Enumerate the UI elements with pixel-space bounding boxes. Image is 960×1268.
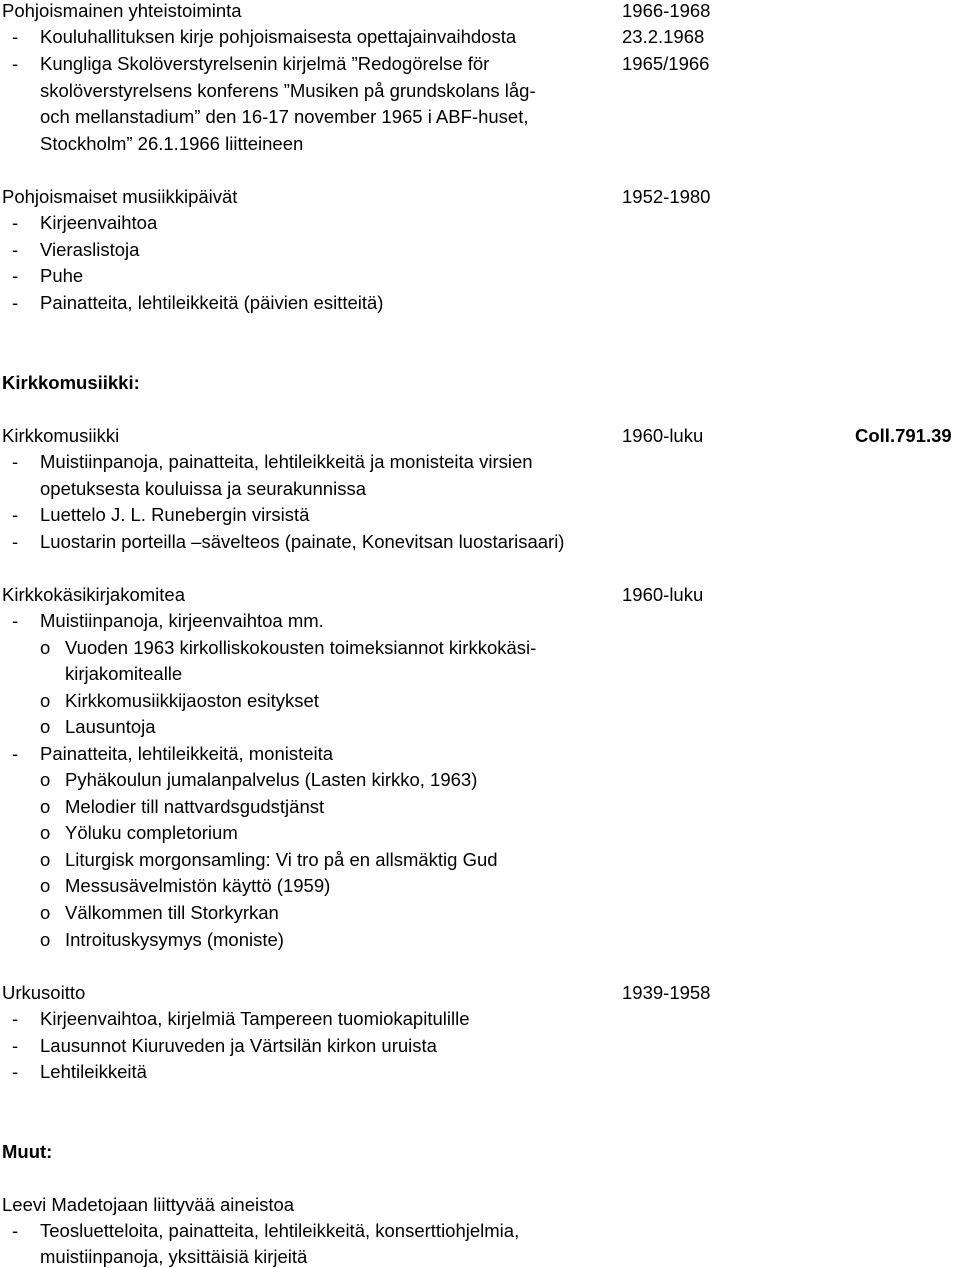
o-bullet: o xyxy=(40,875,51,896)
list-item: Painatteita, lehtileikkeitä, monisteita xyxy=(40,743,334,764)
list-item-line: Kungliga Skolöverstyrelsenin kirjelmä ”Redogörelse för xyxy=(40,53,490,74)
dash-bullet: - xyxy=(12,610,19,631)
sub-item: Lausuntoja xyxy=(65,716,156,737)
dash-bullet: - xyxy=(12,292,19,313)
section-title-kirkkokasikirjakomitea: Kirkkokäsikirjakomitea xyxy=(2,584,185,605)
section-date: 1960-luku xyxy=(622,425,704,446)
list-item: Painatteita, lehtileikkeitä (päivien esitteitä) xyxy=(40,292,384,313)
list-item-line: Teosluetteloita, painatteita, lehtileikkeitä, konserttiohjelmia, xyxy=(40,1220,520,1241)
list-item: Luostarin porteilla –sävelteos (painate, Konevitsan luostarisaari) xyxy=(40,531,565,552)
section-title-leevi-madetoja: Leevi Madetojaan liittyvää aineistoa xyxy=(2,1194,295,1215)
sub-item: Välkommen till Storkyrkan xyxy=(65,902,279,923)
list-item: Kirjeenvaihtoa xyxy=(40,212,158,233)
section-title-pohjoismainen-yhteistoiminta: Pohjoismainen yhteistoiminta xyxy=(2,0,242,21)
o-bullet: o xyxy=(40,796,51,817)
section-date: 1939-1958 xyxy=(622,982,711,1003)
list-item: Lehtileikkeitä xyxy=(40,1061,147,1082)
dash-bullet: - xyxy=(12,743,19,764)
section-date: 1960-luku xyxy=(622,584,704,605)
list-item: Vieraslistoja xyxy=(40,239,140,260)
collection-code: Coll.791.39 xyxy=(855,425,952,446)
sub-item: Yöluku completorium xyxy=(65,822,238,843)
sub-item: Liturgisk morgonsamling: Vi tro på en allsmäktig Gud xyxy=(65,849,498,870)
list-item: Puhe xyxy=(40,265,84,286)
o-bullet: o xyxy=(40,822,51,843)
list-item-line: och mellanstadium” den 16-17 november 1965 i ABF-huset, xyxy=(40,106,529,127)
section-title-urkusoitto: Urkusoitto xyxy=(2,982,86,1003)
dash-bullet: - xyxy=(12,212,19,233)
o-bullet: o xyxy=(40,637,51,658)
sub-item: Pyhäkoulun jumalanpalvelus (Lasten kirkko, 1963) xyxy=(65,769,478,790)
section-title-kirkkomusiikki: Kirkkomusiikki xyxy=(2,425,120,446)
heading-kirkkomusiikki: Kirkkomusiikki: xyxy=(2,372,140,393)
section-date: 1952-1980 xyxy=(622,186,711,207)
list-item-line: Muistiinpanoja, painatteita, lehtileikkeitä ja monisteita virsien xyxy=(40,451,533,472)
dash-bullet: - xyxy=(12,239,19,260)
o-bullet: o xyxy=(40,690,51,711)
list-item-line: opetuksesta kouluissa ja seurakunnissa xyxy=(40,478,366,499)
item-date: 1965/1966 xyxy=(622,53,710,74)
section-title-pohjoismaiset-musiikkipaivat: Pohjoismaiset musiikkipäivät xyxy=(2,186,238,207)
o-bullet: o xyxy=(40,902,51,923)
sub-item-line: Vuoden 1963 kirkolliskokousten toimeksiannot kirkkokäsi- xyxy=(65,637,537,658)
dash-bullet: - xyxy=(12,1035,19,1056)
o-bullet: o xyxy=(40,849,51,870)
sub-item: Introituskysymys (moniste) xyxy=(65,929,284,950)
sub-item: Kirkkomusiikkijaoston esitykset xyxy=(65,690,319,711)
item-date: 23.2.1968 xyxy=(622,26,705,47)
list-item: Kirjeenvaihtoa, kirjelmiä Tampereen tuomiokapitulille xyxy=(40,1008,470,1029)
dash-bullet: - xyxy=(12,531,19,552)
dash-bullet: - xyxy=(12,504,19,525)
list-item: Luettelo J. L. Runebergin virsistä xyxy=(40,504,310,525)
list-item-line: Stockholm” 26.1.1966 liitteineen xyxy=(40,133,304,154)
sub-item: Melodier till nattvardsgudstjänst xyxy=(65,796,325,817)
list-item-line: skolöverstyrelsens konferens ”Musiken på grundskolans låg- xyxy=(40,80,536,101)
o-bullet: o xyxy=(40,769,51,790)
o-bullet: o xyxy=(40,929,51,950)
o-bullet: o xyxy=(40,716,51,737)
dash-bullet: - xyxy=(12,1061,19,1082)
dash-bullet: - xyxy=(12,1008,19,1029)
sub-item-line: kirjakomitealle xyxy=(65,663,183,684)
section-date: 1966-1968 xyxy=(622,0,711,21)
list-item: Lausunnot Kiuruveden ja Värtsilän kirkon uruista xyxy=(40,1035,437,1056)
dash-bullet: - xyxy=(12,53,19,74)
heading-muut: Muut: xyxy=(2,1141,53,1162)
list-item: Muistiinpanoja, kirjeenvaihtoa mm. xyxy=(40,610,324,631)
sub-item: Messusävelmistön käyttö (1959) xyxy=(65,875,331,896)
list-item-line: muistiinpanoja, yksittäisiä kirjeitä xyxy=(40,1246,308,1267)
dash-bullet: - xyxy=(12,265,19,286)
dash-bullet: - xyxy=(12,26,19,47)
dash-bullet: - xyxy=(12,451,19,472)
dash-bullet: - xyxy=(12,1220,19,1241)
list-item: Kouluhallituksen kirje pohjoismaisesta opettajainvaihdosta xyxy=(40,26,517,47)
